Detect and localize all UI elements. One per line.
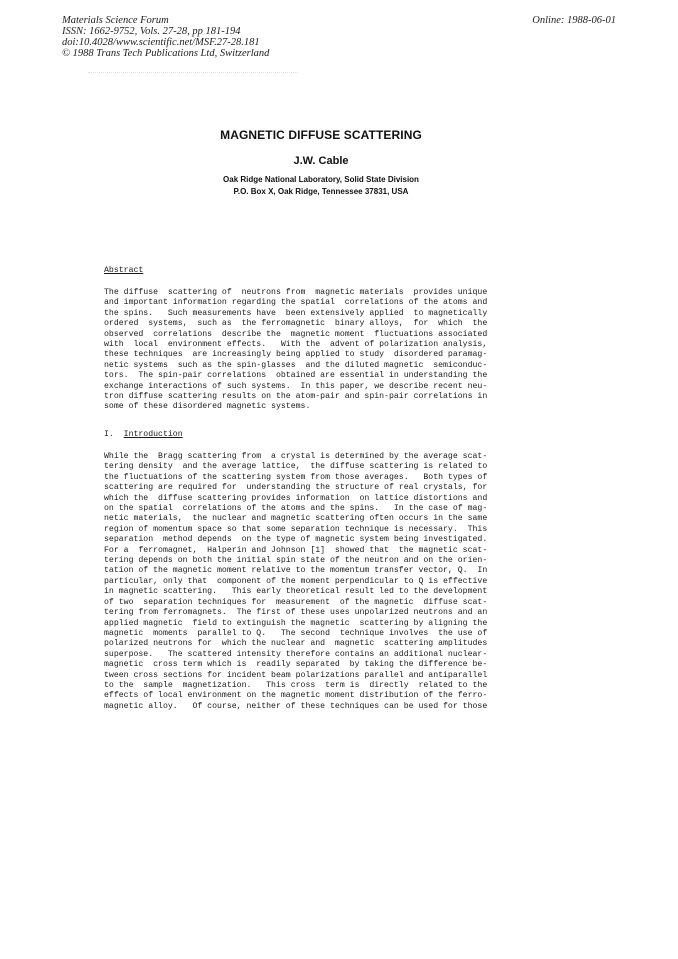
introduction-line: For a ferromagnet, Halperin and Johnson [1] showed that the magnetic scat-: [104, 545, 488, 555]
introduction-line: tween cross sections for incident beam polarizations parallel and antiparallel: [104, 670, 488, 680]
introduction-line: separation method depends on the type of magnetic system being investigated.: [104, 535, 488, 545]
introduction-line: tering depends on both the initial spin state of the neutron and on the orien-: [104, 556, 488, 566]
journal-issn: ISSN: 1662-9752, Vols. 27-28, pp 181-194: [62, 26, 241, 37]
introduction-line: tering from ferromagnets. The first of these uses unpolarized neutrons and an: [104, 608, 488, 618]
introduction-line: in magnetic scattering. This early theoretical result led to the development: [104, 587, 488, 597]
introduction-body: [104, 452, 534, 712]
journal-copyright: © 1988 Trans Tech Publications Ltd, Switzerland: [62, 48, 270, 59]
introduction-line: which the diffuse scattering provides information on lattice distortions and: [104, 493, 488, 503]
introduction-line: magnetic moments parallel to Q̄. The second technique involves the use of: [104, 628, 488, 638]
introduction-line: the fluctuations of the scattering system from those averages. Both types of: [104, 472, 488, 482]
abstract-line: the spins. Such measurements have been extensively applied to magnetically: [104, 308, 488, 318]
introduction-heading-text: Introduction: [123, 430, 183, 439]
abstract-line: netic systems such as the spin-glasses and the diluted magnetic semiconduc-: [104, 360, 488, 370]
online-date: Online: 1988-06-01: [532, 15, 616, 26]
journal-doi: doi:10.4028/www.scientific.net/MSF.27-28.181: [62, 37, 260, 48]
introduction-line: of two separation techniques for measurement of the magnetic diffuse scat-: [104, 597, 488, 607]
paper-title: MAGNETIC DIFFUSE SCATTERING: [220, 128, 422, 142]
journal-header: [62, 15, 269, 59]
introduction-line: tering density and the average lattice, the diffuse scattering is related to: [104, 462, 488, 472]
abstract-line: observed correlations describe the magnetic moment fluctuations associated: [104, 329, 488, 339]
introduction-line: particular, only that component of the moment perpendicular to Q̄ is effective: [104, 576, 488, 586]
abstract-heading-text: Abstract: [104, 266, 144, 275]
abstract-line: with local environment effects. With the advent of polarization analysis,: [104, 340, 488, 350]
introduction-line: effects of local environment on the magnetic moment distribution of the ferro-: [104, 691, 488, 701]
introduction-line: scattering are required for understanding the structure of real crystals, for: [104, 483, 488, 493]
paper-author: J.W. Cable: [293, 155, 349, 167]
abstract-line: and important information regarding the spatial correlations of the atoms and: [104, 298, 488, 308]
scan-artifact-divider: [88, 72, 298, 75]
introduction-line: applied magnetic field to extinguish the magnetic scattering by aligning the: [104, 618, 488, 628]
introduction-line: magnetic alloy. Of course, neither of these techniques can be used for those: [104, 701, 488, 711]
section-number: I.: [104, 430, 114, 439]
abstract-line: tors. The spin-pair correlations obtained are essential in understanding the: [104, 371, 488, 381]
introduction-line: magnetic cross term which is readily separated by taking the difference be-: [104, 660, 488, 670]
abstract-line: these techniques are increasingly being applied to study disordered paramag-: [104, 350, 488, 360]
introduction-line: on the spatial correlations of the atoms and the spins. In the case of mag-: [104, 504, 488, 514]
abstract-line: exchange interactions of such systems. In this paper, we describe recent neu-: [104, 381, 488, 391]
abstract-heading: [104, 266, 143, 275]
introduction-line: tation of the magnetic moment relative to the momentum transfer vector, Q̄. In: [104, 566, 488, 576]
abstract-line: ordered systems, such as the ferromagnetic binary alloys, for which the: [104, 319, 488, 329]
introduction-heading: [104, 430, 183, 439]
introduction-line: While the Bragg scattering from a crystal is determined by the average scat-: [104, 452, 488, 461]
abstract-line: tron diffuse scattering results on the atom-pair and spin-pair correlations in: [104, 392, 488, 402]
introduction-line: to the sample magnetization. This cross term is directly related to the: [104, 680, 488, 690]
abstract-body: [104, 288, 534, 413]
abstract-line: some of these disordered magnetic systems.: [104, 402, 311, 412]
author-affiliation-line1: Oak Ridge National Laboratory, Solid State Division: [223, 175, 419, 184]
author-affiliation-line2: P.O. Box X, Oak Ridge, Tennessee 37831, USA: [233, 187, 409, 196]
introduction-line: region of momentum space so that some separation technique is necessary. This: [104, 524, 488, 534]
introduction-line: superpose. The scattered intensity therefore contains an additional nuclear-: [104, 649, 488, 659]
journal-name: Materials Science Forum: [62, 15, 169, 26]
abstract-line: The diffuse scattering of neutrons from magnetic materials provides unique: [104, 288, 488, 297]
introduction-line: netic materials, the nuclear and magnetic scattering often occurs in the same: [104, 514, 488, 524]
introduction-line: polarized neutrons for which the nuclear and magnetic scattering amplitudes: [104, 639, 488, 649]
